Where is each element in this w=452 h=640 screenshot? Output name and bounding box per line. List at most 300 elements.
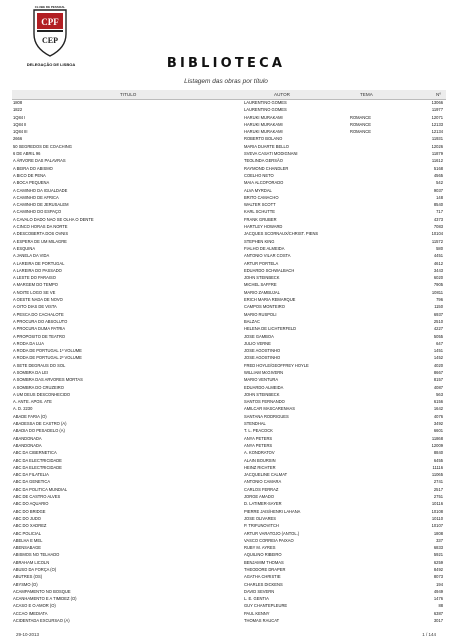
book-title: ABYSMO (O) xyxy=(13,581,38,587)
book-author: HEINZ RICHTER xyxy=(244,464,276,470)
book-author: MARIA DUARTE BELLO xyxy=(244,143,289,149)
book-title: 1Q84 III xyxy=(13,129,28,135)
book-number: 148 xyxy=(436,194,443,200)
book-author: HARUKI MURAKAMI xyxy=(244,114,283,120)
book-title: A BEIRA DO ABISMO xyxy=(13,165,53,171)
book-number: 1476 xyxy=(433,596,443,602)
book-number: 5055 xyxy=(433,333,443,339)
book-title: ABC DA CIBERNETICA xyxy=(13,450,57,456)
book-title: A RODA DA LUA xyxy=(13,340,44,346)
book-number: 6833 xyxy=(433,545,443,551)
book-author: TEOLINDA GERSÃO xyxy=(244,158,283,164)
book-number: 3443 xyxy=(433,267,443,273)
book-number: 8840 xyxy=(433,450,443,456)
table-row xyxy=(12,500,446,507)
book-number: 8540 xyxy=(433,202,443,208)
book-author: DAVID SEVERN xyxy=(244,588,275,594)
book-author: EDUARDO SCHWALBACH xyxy=(244,267,295,273)
book-title: ABC DO AQUARIO xyxy=(13,501,49,507)
book-number: 796 xyxy=(436,297,443,303)
book-number: 11116 xyxy=(432,464,443,470)
book-title: ACASO E O AMOR (O) xyxy=(13,603,56,609)
book-author: LAURENTINO GOMES xyxy=(244,107,287,113)
table-row xyxy=(12,427,446,434)
book-author: HARUKI MURAKAMI xyxy=(244,129,283,135)
book-number: 12026 xyxy=(431,143,443,149)
book-author: RUBY M. AYRES xyxy=(244,545,276,551)
book-author: ANTONIO VILAR COSTA xyxy=(244,253,291,259)
book-author: BALZAC xyxy=(244,318,260,324)
book-number: 4373 xyxy=(433,216,443,222)
book-author: SANTANA RODRIGUES xyxy=(244,413,289,419)
book-author: JOSE OLIVARES xyxy=(244,515,277,521)
table-row xyxy=(12,376,446,383)
book-author: ARTUR VARATOJO (ANTOL.) xyxy=(244,530,300,536)
book-author: JOSE GAMBOA xyxy=(244,333,274,339)
table-row xyxy=(12,201,446,208)
logo-caption: DELEGAÇÃO DE LISBOA xyxy=(26,62,76,67)
book-number: 2751 xyxy=(433,494,443,500)
book-author: ALVA MYRDAL xyxy=(244,187,272,193)
book-number: 6455 xyxy=(433,457,443,463)
book-number: 6156 xyxy=(433,399,443,405)
table-row xyxy=(12,114,446,121)
book-title: 50 SEGREDOS DE COACHING xyxy=(13,143,72,149)
book-number: 8667 xyxy=(433,369,443,375)
table-row xyxy=(12,537,446,544)
table-row xyxy=(12,581,446,588)
book-title: A LESTE DO PARAISO xyxy=(13,275,56,281)
table-row xyxy=(12,391,446,398)
table-row xyxy=(12,340,446,347)
book-title: A JANELA DA VIDA xyxy=(13,253,50,259)
book-author: ROBERTO BOLANO xyxy=(244,136,283,142)
book-number: 6259 xyxy=(433,559,443,565)
table-row xyxy=(12,588,446,595)
book-title: ABC DO BRIDGE xyxy=(13,508,46,514)
book-title: A RODA DE PORTUGAL 2º VOLUME xyxy=(13,355,82,361)
book-author: JOSE AGOSTINHO xyxy=(244,348,281,354)
table-row xyxy=(12,318,446,325)
table-row xyxy=(12,420,446,427)
book-author: ARTUR PORTELA xyxy=(244,260,279,266)
book-author: JACQUELINE CALMAT xyxy=(244,472,288,478)
book-title: A LAREIRA DE PORTUGAL xyxy=(13,260,65,266)
table-row xyxy=(12,289,446,296)
page-subtitle: Listagem das obras por título xyxy=(184,78,268,85)
book-title: ABISMOS NO TELHADO xyxy=(13,552,60,558)
book-title: A CAMINHO DA IGUALDADE xyxy=(13,187,68,193)
table-row xyxy=(12,267,446,274)
book-author: JULIO VERNE xyxy=(244,340,271,346)
book-title: A. D. 2230 xyxy=(13,406,33,412)
book-number: 8157 xyxy=(433,377,443,383)
book-number: 4565 xyxy=(433,172,443,178)
book-number: 7905 xyxy=(433,282,443,288)
table-row xyxy=(12,398,446,405)
book-author: JOSE AGOSTINHO xyxy=(244,355,281,361)
book-title: ABUTRES (OS) xyxy=(13,574,43,580)
book-author: BRITO CAMACHO xyxy=(244,194,279,200)
book-number: 8073 xyxy=(433,574,443,580)
book-title: A ESQUINA xyxy=(13,245,36,251)
table-row xyxy=(12,238,446,245)
logo-top-text: CLUBE DE PESSOAL xyxy=(34,5,66,9)
table-row xyxy=(12,522,446,529)
book-title: 6 DE ABRIL 96 xyxy=(13,151,41,157)
club-logo xyxy=(31,4,69,62)
book-number: 11612 xyxy=(431,158,443,164)
book-number: 1150 xyxy=(434,304,443,310)
book-author: MARIO VENTURA xyxy=(244,377,279,383)
table-row xyxy=(12,442,446,449)
book-number: 9037 xyxy=(433,187,443,193)
book-author: PAUL KENNY xyxy=(244,610,270,616)
book-number: 11572 xyxy=(431,238,443,244)
book-number: 6387 xyxy=(433,610,443,616)
book-number: 647 xyxy=(436,340,443,346)
book-author: FRED HOYLE/GEOFFREY HOYLE xyxy=(244,362,309,368)
book-title: ABENSABAGE xyxy=(13,545,41,551)
table-row xyxy=(12,157,446,164)
book-author: CAMPOS MONTEIRO xyxy=(244,304,285,310)
book-title: A SOMBRA DA LEI xyxy=(13,369,49,375)
table-row xyxy=(12,252,446,259)
book-author: A. KONDRATOV xyxy=(244,450,275,456)
book-title: ABC DA ELECTRICIDADE xyxy=(13,464,62,470)
table-row xyxy=(12,405,446,412)
book-author: AGATHA CHRISTIE xyxy=(244,574,281,580)
book-number: 11977 xyxy=(431,107,443,113)
book-author: CHARLES DICKENS xyxy=(244,581,283,587)
book-number: 10116 xyxy=(431,501,443,507)
book-number: 4076 xyxy=(433,413,443,419)
table-row xyxy=(12,384,446,391)
table-row xyxy=(12,165,446,172)
page-footer xyxy=(0,630,452,640)
book-title: A CAVALO DADO NAO SE OLHA O DENTE xyxy=(13,216,94,222)
book-title: 1822 xyxy=(13,107,23,113)
book-title: 1Q84 I xyxy=(13,114,26,120)
table-row xyxy=(12,566,446,573)
table-row xyxy=(12,230,446,237)
page-title: BIBLIOTECA xyxy=(166,56,286,71)
book-author: JORGE AMADO xyxy=(244,494,275,500)
table-row xyxy=(12,303,446,310)
book-title: ABANDONADA xyxy=(13,442,42,448)
footer-date: 29-10-2013 xyxy=(16,632,40,637)
book-number: 10107 xyxy=(431,523,443,529)
book-author: STEPHEN KING xyxy=(244,238,275,244)
header-tema: TEMA xyxy=(360,91,373,97)
book-title: ABUSO DA FORÇA (O) xyxy=(13,567,57,572)
book-author: ANTONIO CAMARA xyxy=(244,479,282,485)
book-title: A OITO DIAS DE VISTA xyxy=(13,304,57,310)
footer-page-number: 1 / 144 xyxy=(422,632,436,637)
table-row xyxy=(12,208,446,215)
table-row xyxy=(12,172,446,179)
book-title: A SOMBRA DO CRUZEIRO xyxy=(13,384,64,390)
table-row xyxy=(12,530,446,537)
book-number: 4612 xyxy=(433,260,443,266)
book-number: 10110 xyxy=(431,515,443,521)
book-title: A ÁRVORE DAS PALAVRAS xyxy=(13,158,66,164)
book-author: FRANK GRUBER xyxy=(244,216,277,222)
book-number: 4227 xyxy=(433,326,443,332)
book-number: 1452 xyxy=(433,355,443,361)
book-author: MARIO RUSPOLI xyxy=(244,311,277,317)
book-number: 563 xyxy=(436,391,443,397)
book-author: PIERRE JAIS/HENRI LAHANA xyxy=(244,508,301,514)
book-author: ANYA PETERS xyxy=(244,442,273,448)
book-title: A SETE DEGRAUS DO SOL xyxy=(13,362,66,368)
book-number: 8492 xyxy=(433,567,443,572)
table-row xyxy=(12,325,446,332)
book-author: L. E. GENTIA xyxy=(244,596,269,602)
book-title: ACCAO IMEDIATA xyxy=(13,610,48,616)
book-title: ABADE FARIA (O) xyxy=(13,413,47,419)
table-row xyxy=(12,551,446,558)
book-theme: ROMANCE xyxy=(350,129,371,135)
book-author: JOHN STEINBECK xyxy=(244,391,280,397)
book-title: A MARGEM DO TEMPO xyxy=(13,282,58,288)
table-row xyxy=(12,216,446,223)
table-row xyxy=(12,515,446,522)
book-number: 5921 xyxy=(433,552,443,558)
book-number: 580 xyxy=(436,245,443,251)
table-row xyxy=(12,135,446,142)
book-number: 4949 xyxy=(433,588,443,594)
book-title: A PROCURA DO ABSOLUTO xyxy=(13,318,68,324)
book-title: ABC DA ELECTRICIDADE xyxy=(13,457,62,463)
book-author: WILLIAM McGIVERN xyxy=(244,369,284,375)
book-number: 11065 xyxy=(431,472,443,478)
book-number: 194 xyxy=(436,581,443,587)
book-author: HELENA DE LICHTERFELD xyxy=(244,326,297,332)
book-author: HARUKI MURAKAMI xyxy=(244,121,283,127)
book-author: ERICH MARIA REMARQUE xyxy=(244,297,296,303)
book-author: FIALHO DE ALMEIDA xyxy=(244,245,285,251)
table-row xyxy=(12,311,446,318)
table-row xyxy=(12,369,446,376)
book-title: ACIDENTADA EXCURSAO (A) xyxy=(13,618,70,624)
book-title: ABC POLICIAL xyxy=(13,530,41,536)
book-number: 88 xyxy=(438,603,443,609)
book-number: 6601 xyxy=(433,428,443,434)
book-number: 12133 xyxy=(431,121,443,127)
book-number: 1808 xyxy=(433,530,443,536)
book-author: MARIO ZAMBUJAL xyxy=(244,289,280,295)
table-row xyxy=(12,464,446,471)
table-row xyxy=(12,602,446,609)
book-title: 1808 xyxy=(13,100,23,105)
book-author: ALAIN BOURSIN xyxy=(244,457,276,463)
table-row xyxy=(12,595,446,602)
book-author: AMILCAR MASCARENHAS xyxy=(244,406,295,412)
book-number: 12009 xyxy=(431,442,443,448)
table-row xyxy=(12,486,446,493)
table-row xyxy=(12,573,446,580)
book-author: AQUILINO RIBEIRO xyxy=(244,552,282,558)
book-title: A ESPERA DE UM MILAGRE xyxy=(13,238,67,244)
book-title: A UM DEUS DESCONHECIDO xyxy=(13,391,71,397)
book-title: A CAMINHO DE JERUSALEM xyxy=(13,202,69,208)
book-author: WALTER SCOTT xyxy=(244,202,276,208)
header-autor: AUTOR xyxy=(274,91,290,97)
book-title: A PROPOSITO DE TEATRO xyxy=(13,333,66,339)
table-row xyxy=(12,143,446,150)
book-number: 11879 xyxy=(431,151,443,157)
book-author: RAYMOND CHANDLER xyxy=(244,165,289,171)
table-row xyxy=(12,457,446,464)
book-title: ABADESSA DE CASTRO (A) xyxy=(13,421,67,427)
table-row xyxy=(12,544,446,551)
table-row xyxy=(12,413,446,420)
logo-shield-text: CEP xyxy=(42,36,58,45)
book-title: A NOITE LOGO SE VE xyxy=(13,289,56,295)
table-row xyxy=(12,347,446,354)
table-row xyxy=(12,354,446,361)
book-author: MAIA ALCOFORADO xyxy=(244,180,284,186)
book-title: A RODA DE PORTUGAL 1º VOLUME xyxy=(13,348,82,354)
book-title: ABC DO JUDO xyxy=(13,515,41,521)
book-title: ABADIA DO PESADELO (A) xyxy=(13,428,65,434)
book-title: A PROCURA DUMA PATRIA xyxy=(13,326,66,332)
book-title: A OESTE NADA DE NOVO xyxy=(13,297,63,303)
book-title: ABC DA GENETICA xyxy=(13,479,51,485)
book-number: 2517 xyxy=(433,486,443,492)
book-title: ABC DA FILATELIA xyxy=(13,472,49,478)
table-row xyxy=(12,296,446,303)
book-title: 2666 xyxy=(13,136,23,142)
book-number: 11931 xyxy=(431,136,443,142)
table-row xyxy=(12,333,446,340)
table-row xyxy=(12,194,446,201)
book-number: 11868 xyxy=(431,435,443,441)
book-author: COELHO NETO xyxy=(244,172,274,178)
book-number: 12134 xyxy=(431,129,443,135)
table-row xyxy=(12,610,446,617)
book-author: VASCO CORREIA PAIXAO xyxy=(244,537,294,543)
book-title: A PESCA DO CACHALOTE xyxy=(13,311,64,317)
book-number: 1642 xyxy=(433,406,443,412)
book-number: 4451 xyxy=(433,253,443,259)
book-table xyxy=(12,99,446,624)
book-number: 10104 xyxy=(431,231,443,237)
book-number: 5168 xyxy=(433,165,443,171)
book-author: T. L. PEACOCK xyxy=(244,428,273,434)
book-theme: ROMANCE xyxy=(350,121,371,127)
book-author: CARLOS FERRAZ xyxy=(244,486,279,492)
table-row xyxy=(12,150,446,157)
book-title: ABC DE CASTRO ALVES xyxy=(13,494,61,500)
table-row xyxy=(12,121,446,128)
book-title: ACANHAMENTO E A TIMIDEZ (O) xyxy=(13,596,77,602)
book-author: JACQUES SCORNAUX/CHRIST. PIENS xyxy=(244,231,319,237)
book-title: ABANDONADA xyxy=(13,435,42,441)
table-row xyxy=(12,493,446,500)
book-author: MICHEL SAFFRE xyxy=(244,282,277,288)
table-row xyxy=(12,449,446,456)
book-number: 4020 xyxy=(433,362,443,368)
book-number: 2741 xyxy=(433,479,443,485)
book-title: ABC DO XADREZ xyxy=(13,523,47,529)
table-row xyxy=(12,559,446,566)
book-number: 10811 xyxy=(431,289,443,295)
table-row xyxy=(12,260,446,267)
book-number: 542 xyxy=(436,180,443,186)
table-row xyxy=(12,281,446,288)
book-author: THEODORE DRAPER xyxy=(244,567,286,572)
book-title: A CINCO HORAS DA NORTE xyxy=(13,224,68,230)
book-title: ABELHA E MEL xyxy=(13,537,43,543)
book-number: 4087 xyxy=(433,384,443,390)
table-row xyxy=(12,179,446,186)
header-numero: Nº xyxy=(436,91,441,97)
table-row xyxy=(12,478,446,485)
table-row xyxy=(12,106,446,113)
book-title: 1Q84 II xyxy=(13,121,27,127)
book-number: 717 xyxy=(436,209,443,215)
book-number: 2510 xyxy=(433,318,443,324)
table-row xyxy=(12,362,446,369)
book-title: A CAMINHO DO ESPAÇO xyxy=(13,209,62,215)
header-titulo: TITULO xyxy=(120,91,137,97)
book-number: 6020 xyxy=(433,275,443,281)
book-author: THOMAS RAUCAT xyxy=(244,618,280,624)
table-row xyxy=(12,471,446,478)
book-author: STENDHAL xyxy=(244,421,266,427)
table-row xyxy=(12,99,446,106)
table-row xyxy=(12,245,446,252)
book-title: ACAMPAMENTO NO BOSQUE xyxy=(13,588,71,594)
table-row xyxy=(12,435,446,442)
book-title: A CAMINHO DE AFRICA xyxy=(13,194,59,200)
book-author: HARTLEY HOWARD xyxy=(244,224,283,230)
book-title: A. ANTE. APOS. ATE xyxy=(13,399,52,405)
book-author: LAURENTINO GOMES xyxy=(244,100,287,105)
book-number: 10108 xyxy=(431,508,443,514)
book-title: A DESCOBERTA DOS OVNIS xyxy=(13,231,69,237)
logo-initials: CPF xyxy=(41,17,59,27)
book-author: GUY CHANTEPLEURE xyxy=(244,603,288,609)
table-row xyxy=(12,274,446,281)
book-title: ABC DA POLITICA MUNDIAL xyxy=(13,486,68,492)
book-author: SVEVA CASATI MODIGNANI xyxy=(244,151,298,157)
book-number: 13066 xyxy=(431,100,443,105)
table-row xyxy=(12,617,446,624)
book-author: KARL SCHUTTE xyxy=(244,209,276,215)
book-author: D. LATIMER-SAYER xyxy=(244,501,282,507)
book-number: 6937 xyxy=(433,311,443,317)
book-number: 1451 xyxy=(433,348,443,354)
book-title: A BICO DE PENA xyxy=(13,172,46,178)
book-title: ABRAHAM LICOLN xyxy=(13,559,50,565)
book-author: EDUARDO ALMEIDA xyxy=(244,384,284,390)
book-number: 337 xyxy=(436,537,443,543)
book-author: JOHN STEINBECK xyxy=(244,275,280,281)
book-title: A SOMBRA DAS ARVORES MORTAS xyxy=(13,377,83,383)
book-number: 12071 xyxy=(431,114,443,120)
table-row xyxy=(12,128,446,135)
book-number: 3492 xyxy=(433,421,443,427)
book-number: 7083 xyxy=(433,224,443,230)
book-author: ANYA PETERS xyxy=(244,435,273,441)
book-title: A BOCA PEQUENA xyxy=(13,180,50,186)
book-author: SANTOS FERNANDO xyxy=(244,399,285,405)
table-row xyxy=(12,508,446,515)
book-theme: ROMANCE xyxy=(350,114,371,120)
